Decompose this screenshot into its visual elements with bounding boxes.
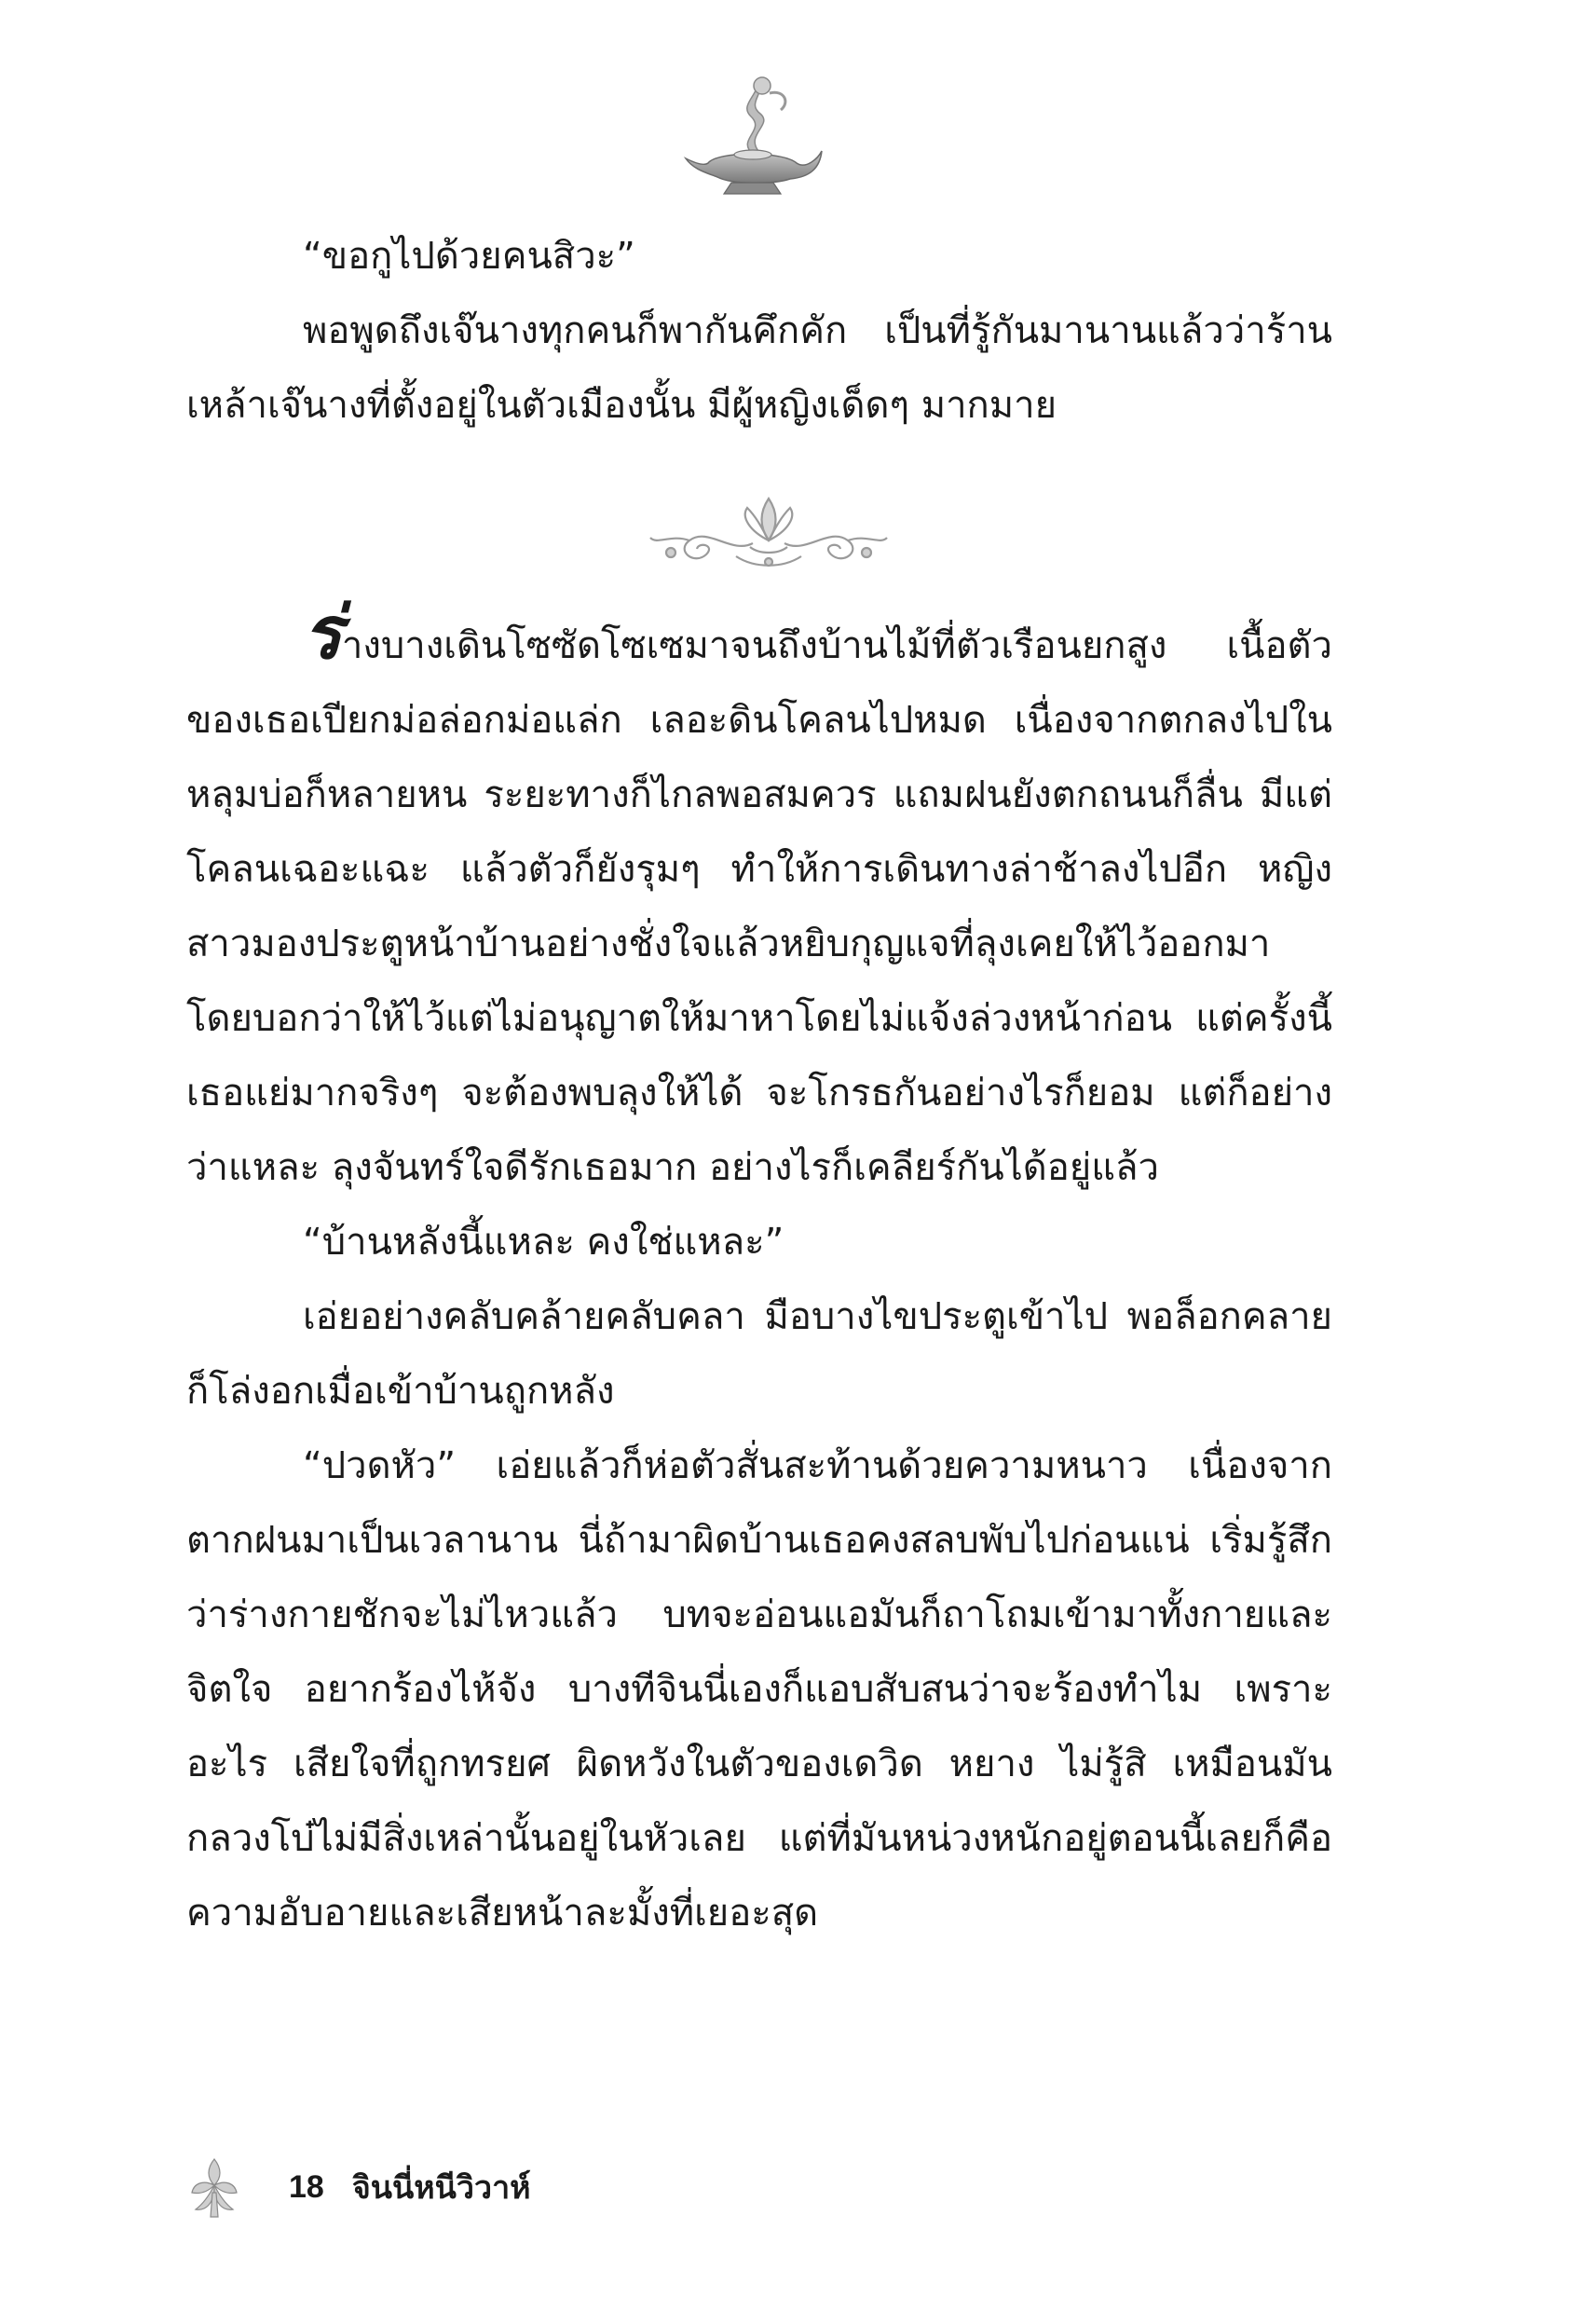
paragraph: “ขอกูไปด้วยคนสิวะ” <box>303 235 635 278</box>
book-title: จินนี่หนีวิวาห์ <box>351 2169 531 2207</box>
flower-ornament-icon <box>186 2155 242 2219</box>
paragraph: เอ่ยอย่างคลับคล้ายคลับคลา มือบางไขประตูเข้าไป พอล็อกคลายก็โล่งอกเมื่อเข้าบ้านถูกหลัง <box>186 1295 1332 1413</box>
floral-divider-icon <box>643 489 894 578</box>
page-footer <box>186 2154 531 2220</box>
drop-cap: ร่ <box>303 592 342 676</box>
paragraph: “บ้านหลังนี้แหละ คงใช่แหละ” <box>303 1221 784 1264</box>
paragraph: “ปวดหัว” เอ่ยแล้วก็ห่อตัวสั่นสะท้านด้วยความหนาว เนื่องจากตากฝนมาเป็นเวลานาน นี่ถ้ามาผิดบ้านเธอคงสลบพับไปก่อนแน่ เริ่มรู้สึกว่าร่างกายชักจะไม่ไหวแล้ว บทจะอ่อนแอมันก็ถาโถมเข้ามาทั้งกายและจิตใจ อยากร้องไห้จัง บางทีจินนี่เองก็แอบสับสนว่าจะร้องทำไม เพราะอะไร เสียใจที่ถูกทรยศ ผิดหวังในตัวของเดวิด หยาง ไม่รู้สิ เหมือนมันกลวงโบ๋ไม่มีสิ่งเหล่านั้นอยู่ในหัวเลย แต่ที่มันหน่วงหนักอยู่ตอนนี้เลยก็คือความอับอายและเสียหน้าละมั้งที่เยอะสุด <box>186 1444 1332 1935</box>
genie-lamp-icon <box>680 65 829 205</box>
paragraph: พอพูดถึงเจ๊นางทุกคนก็พากันคึกคัก เป็นที่รู้กันมานานแล้วว่าร้านเหล้าเจ๊นางที่ตั้งอยู่ในตัวเมืองนั้น มีผู้หญิงเด็ดๆ มากมาย <box>186 309 1332 427</box>
text-block-main <box>186 592 1332 1950</box>
text-block-top <box>186 219 1332 443</box>
paragraph-text: างบางเดินโซซัดโซเซมาจนถึงบ้านไม้ที่ตัวเรือนยกสูง เนื้อตัวของเธอเปียกม่อล่อกม่อแล่ก เลอะดินโคลนไปหมด เนื่องจากตกลงไปในหลุมบ่อก็หลายหน ระยะทางก็ไกลพอสมควร แถมฝนยังตกถนนก็ลื่น มีแต่โคลนเฉอะแฉะ แล้วตัวก็ยังรุมๆ ทำให้การเดินทางล่าช้าลงไปอีก หญิงสาวมองประตูหน้าบ้านอย่างชั่งใจแล้วหยิบกุญแจที่ลุงเคยให้ไว้ออกมา โดยบอกว่าให้ไว้แต่ไม่อนุญาตให้มาหาโดยไม่แจ้งล่วงหน้าก่อน แต่ครั้งนี้เธอแย่มากจริงๆ จะต้องพบลุงให้ได้ จะโกรธกันอย่างไรก็ยอม แต่ก็อย่างว่าแหละ ลุงจันทร์ใจดีรักเธอมาก อย่างไรก็เคลียร์กันได้อยู่แล้ว <box>186 624 1332 1189</box>
paragraph-with-drop-cap <box>186 592 1332 1205</box>
page-number: 18 <box>289 2168 324 2205</box>
